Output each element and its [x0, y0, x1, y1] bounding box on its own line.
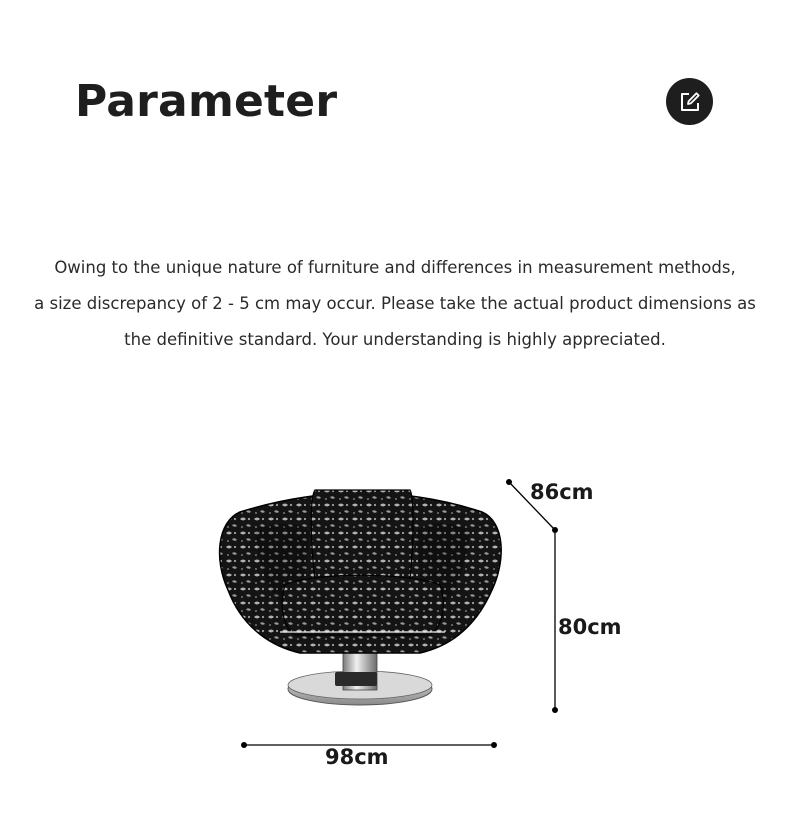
height-label: 80cm — [558, 615, 622, 639]
disclaimer-line-1: Owing to the unique nature of furniture and differences in measurement methods, — [54, 258, 736, 277]
disclaimer-line-3: the definitive standard. Your understanding is highly appreciated. — [124, 330, 666, 349]
edit-icon — [679, 91, 701, 113]
product-dimension-figure — [0, 460, 790, 780]
size-disclaimer — [20, 250, 770, 358]
disclaimer-line-2: a size discrepancy of 2 - 5 cm may occur. Please take the actual product dimensions as — [34, 294, 756, 313]
page-title: Parameter — [75, 76, 338, 127]
edit-button[interactable] — [666, 78, 713, 125]
depth-label: 86cm — [530, 480, 594, 504]
width-label: 98cm — [325, 745, 389, 769]
chair-illustration — [0, 460, 790, 780]
